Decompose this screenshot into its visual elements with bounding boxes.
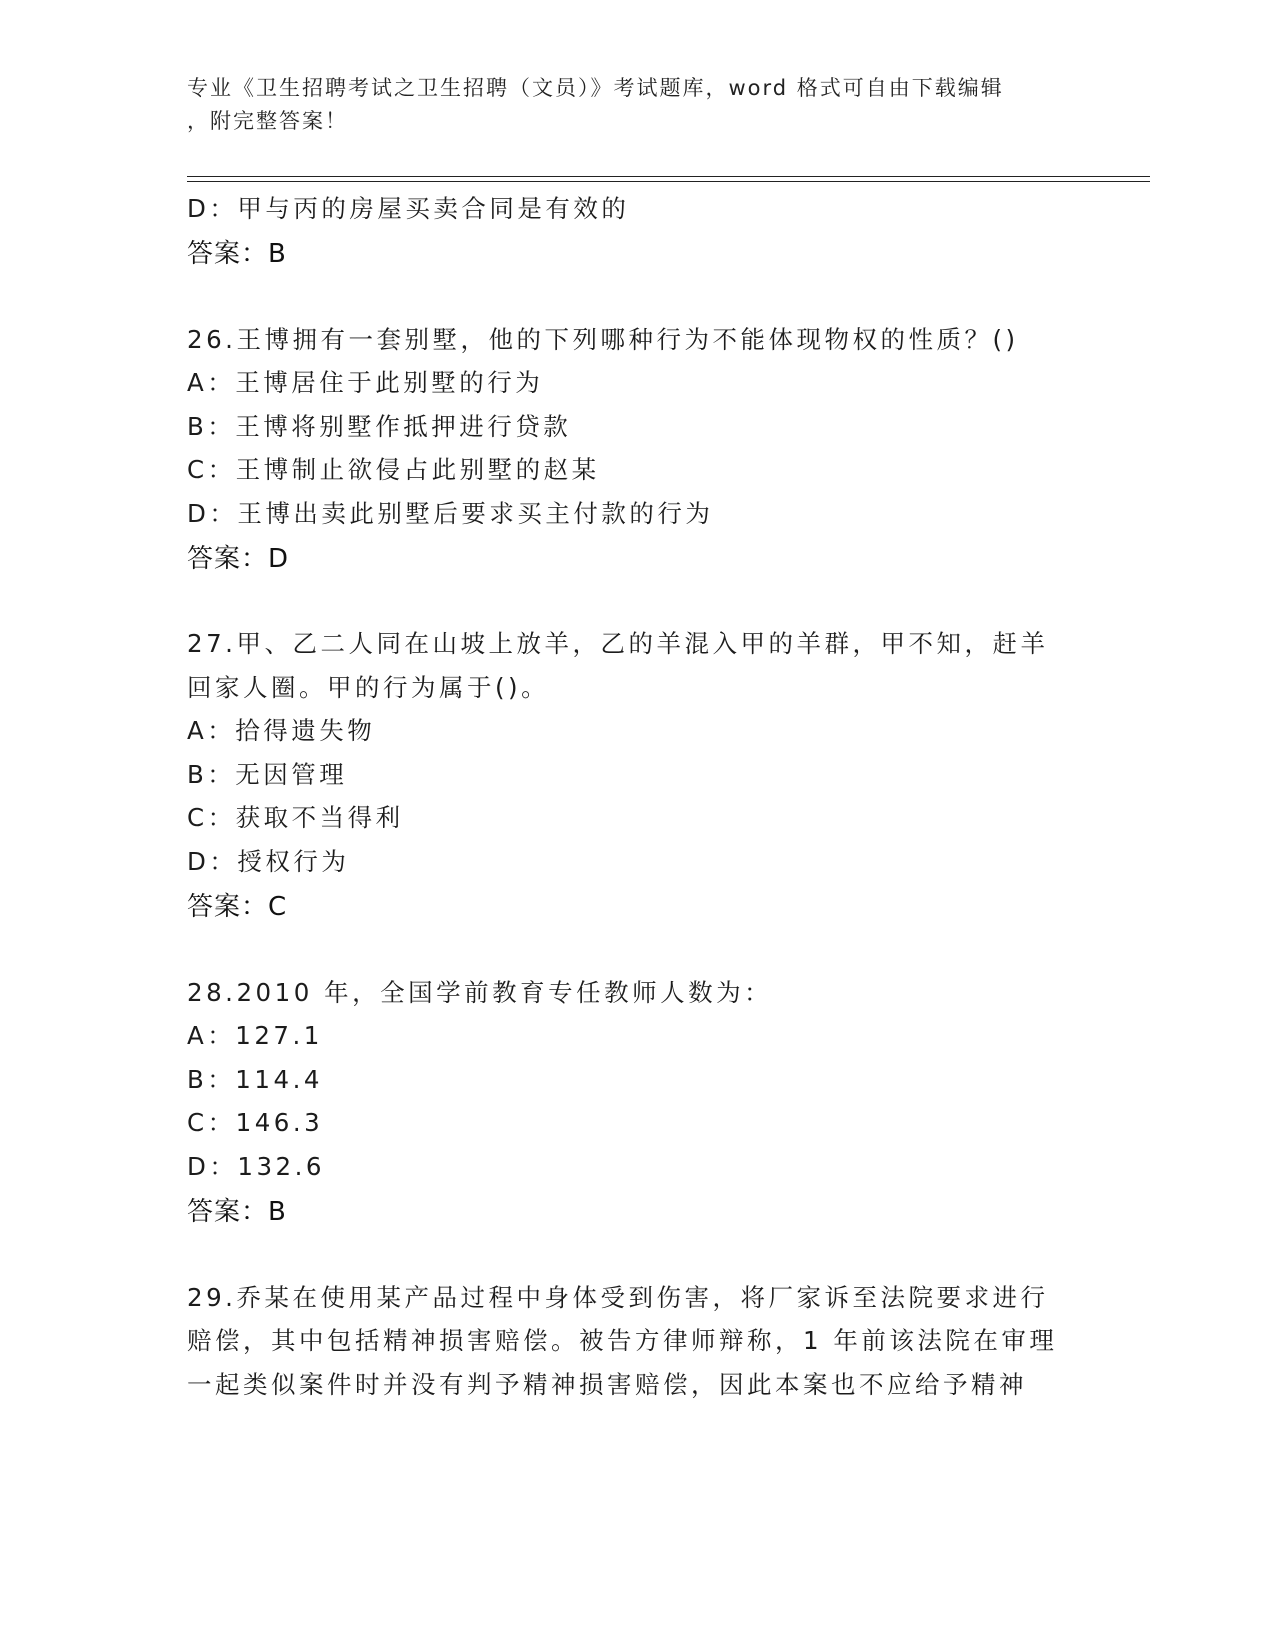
q28-option-b: B：114.4 bbox=[187, 1065, 323, 1094]
q28-option-d: D：132.6 bbox=[187, 1152, 326, 1181]
header-line-2: ，附完整答案！ bbox=[187, 109, 348, 133]
q29-question-line-3: 一起类似案件时并没有判予精神损害赔偿，因此本案也不应给予精神 bbox=[187, 1370, 1027, 1399]
q26-answer: 答案：D bbox=[187, 544, 290, 574]
q29-question-line-2: 赔偿，其中包括精神损害赔偿。被告方律师辩称，1 年前该法院在审理 bbox=[187, 1326, 1058, 1355]
q26-option-a: A：王博居住于此别墅的行为 bbox=[187, 368, 544, 397]
q27-option-d: D：授权行为 bbox=[187, 847, 350, 876]
q28-option-c: C：146.3 bbox=[187, 1108, 324, 1137]
q28-question: 28.2010 年，全国学前教育专任教师人数为： bbox=[187, 978, 773, 1007]
q29-question-line-1: 29.乔某在使用某产品过程中身体受到伤害，将厂家诉至法院要求进行 bbox=[187, 1283, 1049, 1312]
header-line-1: 专业《卫生招聘考试之卫生招聘（文员）》考试题库，word 格式可自由下载编辑 bbox=[187, 76, 1004, 100]
q27-question-line-1: 27.甲、乙二人同在山坡上放羊，乙的羊混入甲的羊群，甲不知，赶羊 bbox=[187, 629, 1049, 658]
document-header bbox=[187, 72, 1067, 138]
header-divider-top bbox=[187, 176, 1150, 177]
q27-option-c: C：获取不当得利 bbox=[187, 803, 404, 832]
header-divider-bottom bbox=[187, 181, 1150, 182]
q27-question-line-2: 回家人圈。甲的行为属于()。 bbox=[187, 673, 550, 702]
q26-option-d: D：王博出卖此别墅后要求买主付款的行为 bbox=[187, 499, 714, 528]
q27-option-a: A：拾得遗失物 bbox=[187, 716, 376, 745]
q28-option-a: A：127.1 bbox=[187, 1021, 323, 1050]
q27-answer: 答案：C bbox=[187, 892, 288, 922]
q26-question: 26.王博拥有一套别墅，他的下列哪种行为不能体现物权的性质？() bbox=[187, 325, 1019, 354]
q25-option-d: D：甲与丙的房屋买卖合同是有效的 bbox=[187, 194, 630, 223]
q27-option-b: B：无因管理 bbox=[187, 760, 348, 789]
q28-answer: 答案：B bbox=[187, 1197, 287, 1227]
q25-answer: 答案：B bbox=[187, 239, 287, 269]
q26-option-b: B：王博将别墅作抵押进行贷款 bbox=[187, 412, 572, 441]
q26-option-c: C：王博制止欲侵占此别墅的赵某 bbox=[187, 455, 600, 484]
